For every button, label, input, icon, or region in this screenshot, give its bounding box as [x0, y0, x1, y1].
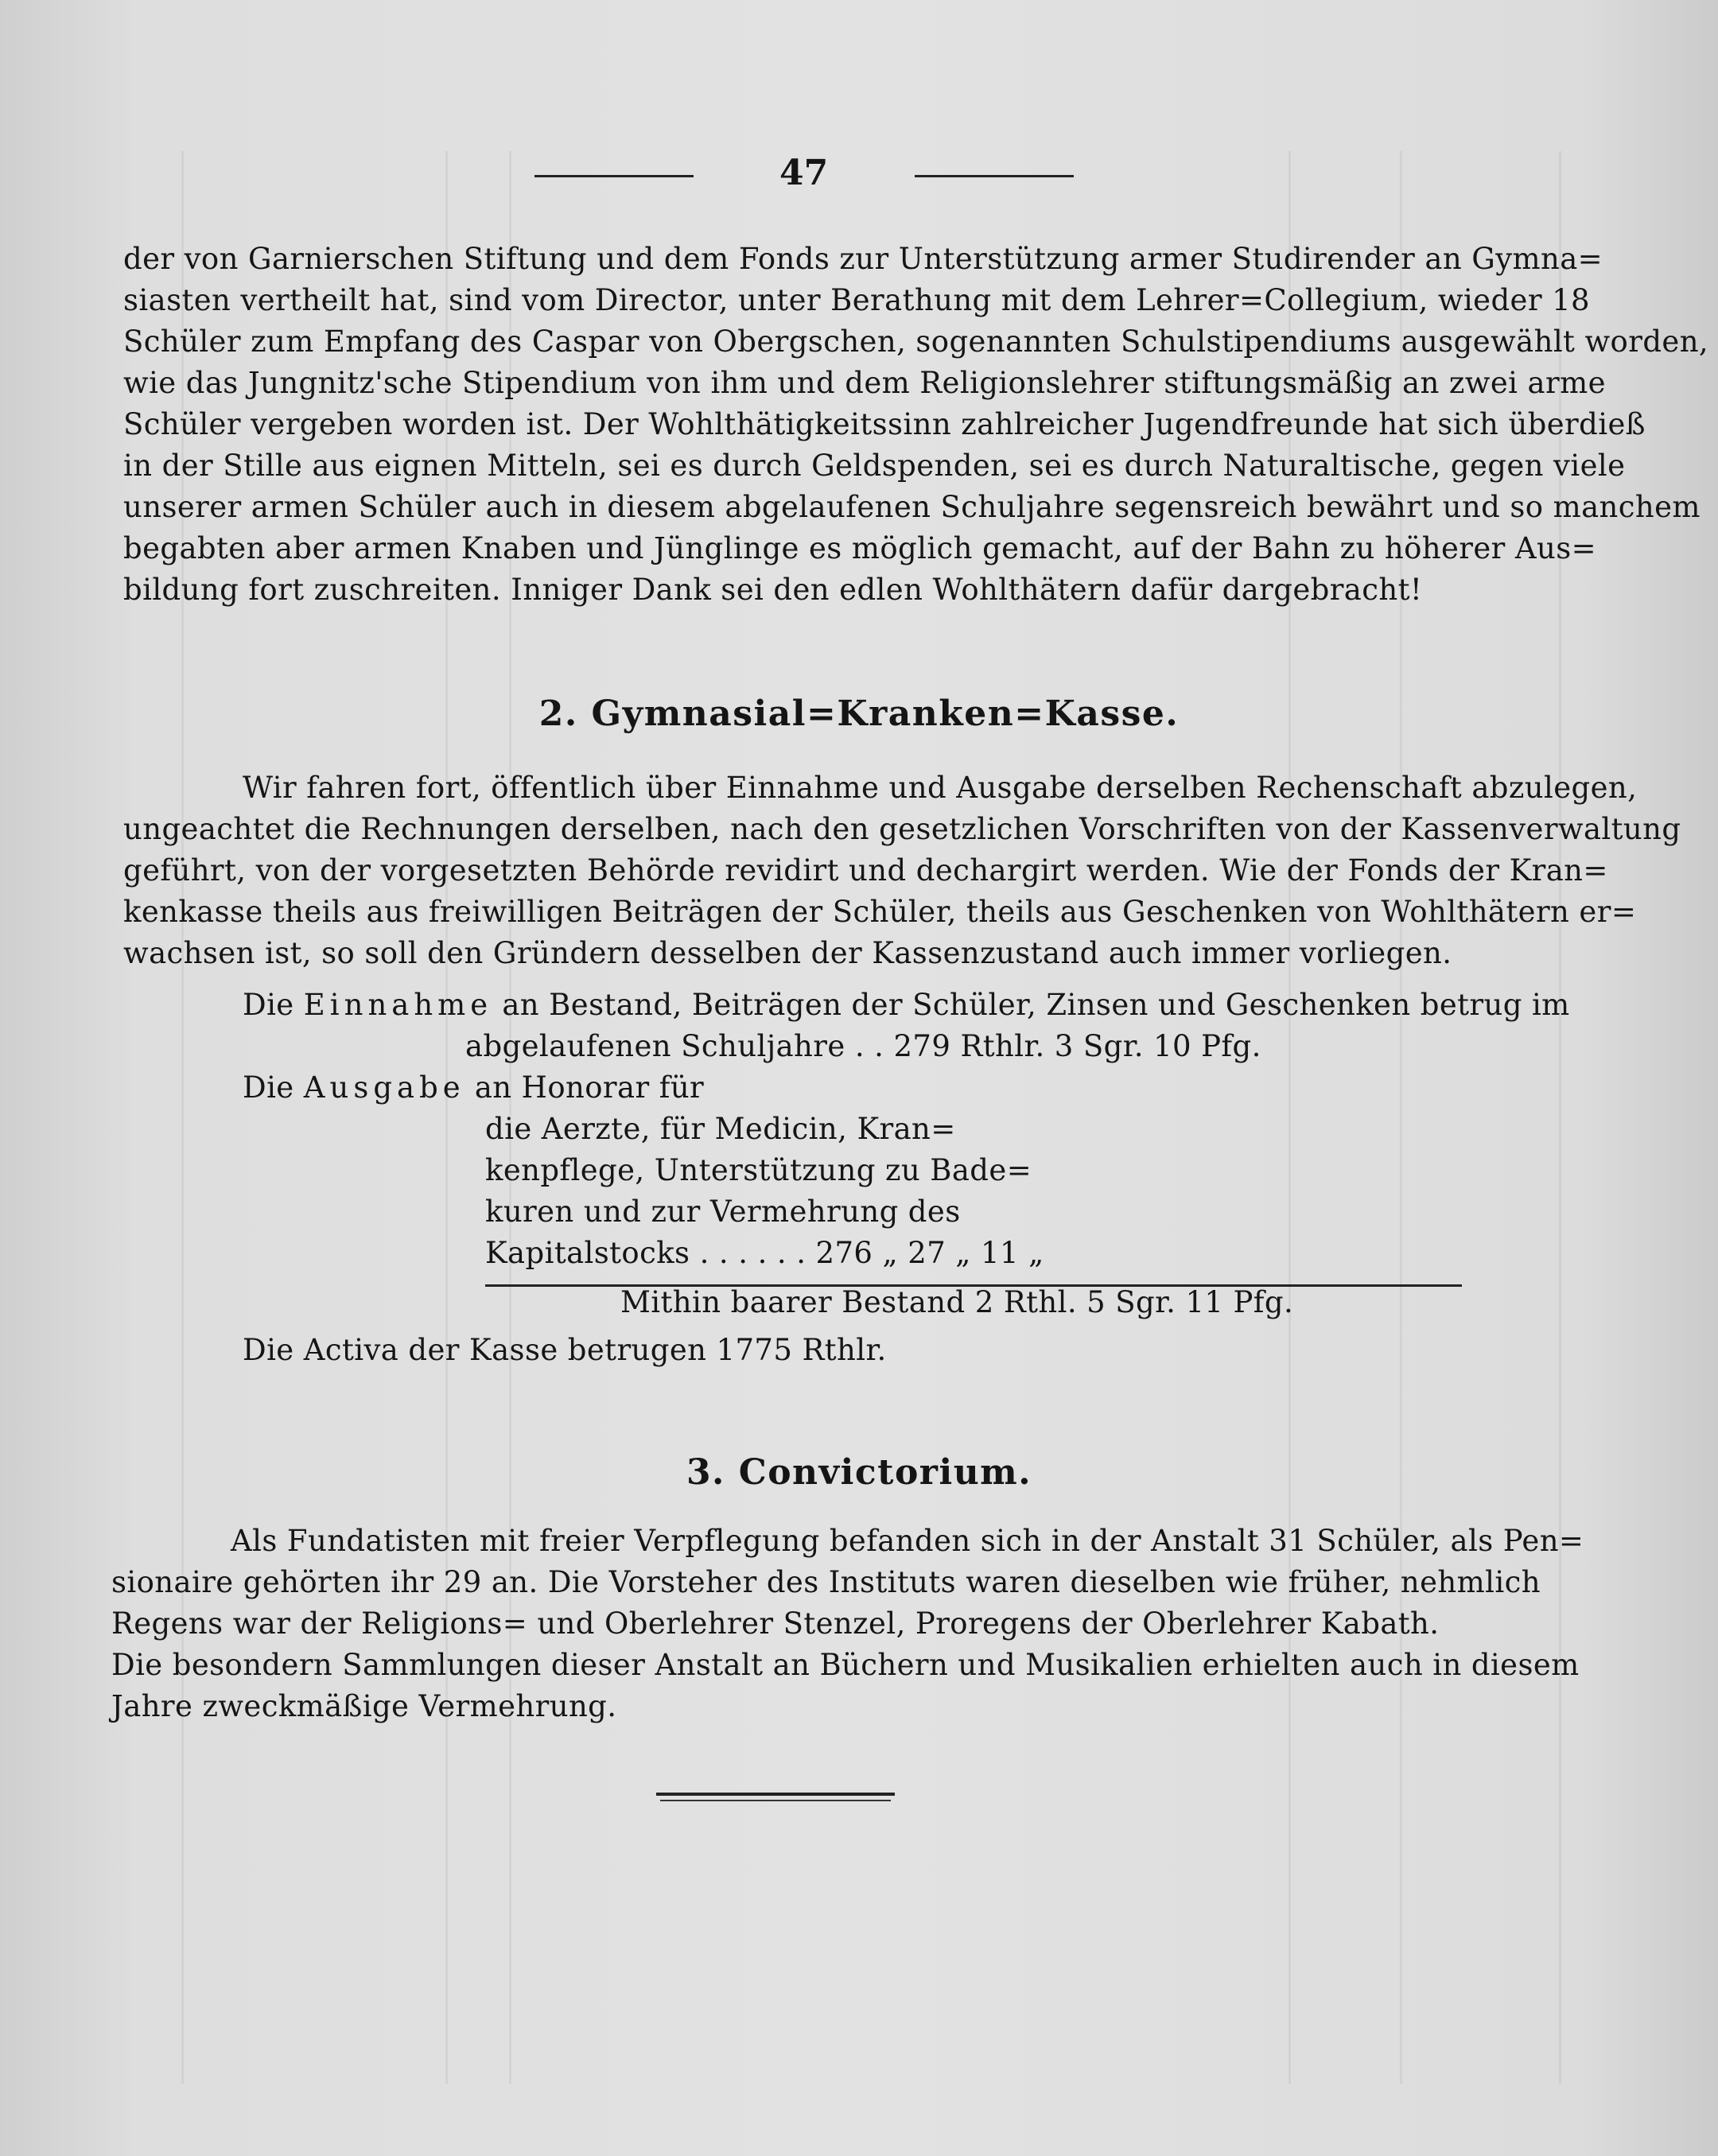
text-line: wie das Jungnitz'sche Stipendium von ihm und dem Religionslehrer stiftungsmäßig an zwei arme	[123, 366, 1606, 400]
section-heading-convictorium: 3. Convictorium.	[686, 1452, 1032, 1493]
text-line: siasten vertheilt hat, sind vom Director, unter Berathung mit dem Lehrer=Collegium, wieder 18	[123, 283, 1590, 317]
ausgabe-detail-line: die Aerzte, für Medicin, Kran=	[485, 1112, 956, 1146]
einnahme-rest: an Bestand, Beiträgen der Schüler, Zinsen und Geschenken betrug im	[502, 988, 1570, 1022]
ausgabe-word: Ausgabe	[303, 1070, 465, 1105]
text-line: begabten aber armen Knaben und Jünglinge es möglich gemacht, auf der Bahn zu höherer Aus=	[123, 531, 1597, 565]
text-line: ungeachtet die Rechnungen derselben, nach den gesetzlichen Vorschriften von der Kassenverwaltung	[123, 812, 1681, 846]
text-line: Regens war der Religions= und Oberlehrer Stenzel, Proregens der Oberlehrer Kabath.	[111, 1606, 1440, 1641]
krankenkasse-paragraph	[123, 767, 1681, 974]
text-line: kenkasse theils aus freiwilligen Beiträgen der Schüler, theils aus Geschenken von Wohlthätern er=	[123, 895, 1637, 929]
ausgabe-line	[243, 1070, 704, 1105]
text-line: Als Fundatisten mit freier Verpflegung befanden sich in der Anstalt 31 Schüler, als Pen=	[231, 1524, 1584, 1558]
ausgabe-detail-line: kuren und zur Vermehrung des	[485, 1195, 961, 1229]
page-header	[0, 153, 1718, 192]
text-line: Schüler vergeben worden ist. Der Wohlthätigkeitssinn zahlreicher Jugendfreunde hat sich überdieß	[123, 407, 1646, 441]
ausgabe-detail-line: kenpflege, Unterstützung zu Bade=	[485, 1153, 1032, 1187]
text-line: unserer armen Schüler auch in diesem abgelaufenen Schuljahre segensreich bewährt und so manchem	[123, 490, 1701, 524]
einnahme-line	[243, 988, 1570, 1022]
section-heading-krankenkasse: 2. Gymnasial=Kranken=Kasse.	[538, 693, 1180, 734]
balance-line: Mithin baarer Bestand 2 Rthl. 5 Sgr. 11 Pfg.	[620, 1285, 1294, 1319]
text-line: in der Stille aus eignen Mitteln, sei es durch Geldspenden, sei es durch Naturaltische, gegen viele	[123, 449, 1626, 483]
header-rule-left	[534, 175, 694, 177]
text-line: der von Garnierschen Stiftung und dem Fonds zur Unterstützung armer Studirender an Gymna=	[123, 242, 1603, 276]
ausgabe-total-line: Kapitalstocks . . . . . . 276 „ 27 „ 11 „	[485, 1236, 1044, 1270]
einnahme-lead: Die	[243, 988, 294, 1022]
einnahme-amount-line: abgelaufenen Schuljahre . . 279 Rthlr. 3 Sgr. 10 Pfg.	[465, 1029, 1261, 1063]
text-line: Wir fahren fort, öffentlich über Einnahme und Ausgabe derselben Rechenschaft abzulegen,	[243, 771, 1638, 805]
intro-paragraph	[123, 239, 1709, 611]
activa-line: Die Activa der Kasse betrugen 1775 Rthlr.	[243, 1333, 887, 1367]
ausgabe-lead: Die	[243, 1070, 294, 1105]
einnahme-word: Einnahme	[303, 988, 493, 1022]
closing-rule	[656, 1793, 895, 1796]
convictorium-paragraph	[111, 1521, 1584, 1727]
text-line: Die besondern Sammlungen dieser Anstalt an Büchern und Musikalien erhielten auch in diesem	[111, 1648, 1580, 1682]
ausgabe-rest: an Honorar für	[474, 1070, 705, 1105]
text-line: bildung fort zuschreiten. Inniger Dank sei den edlen Wohlthätern dafür dargebracht!	[123, 573, 1423, 607]
closing-rule-thin	[660, 1800, 891, 1801]
text-line: sionaire gehörten ihr 29 an. Die Vorsteher des Instituts waren dieselben wie früher, nehmlich	[111, 1565, 1541, 1599]
text-line: Schüler zum Empfang des Caspar von Obergschen, sogenannten Schulstipendiums ausgewählt worden,	[123, 324, 1709, 359]
text-line: Jahre zweckmäßige Vermehrung.	[111, 1689, 617, 1723]
text-line: wachsen ist, so soll den Gründern desselben der Kassenzustand auch immer vorliegen.	[123, 936, 1452, 970]
header-rule-right	[915, 175, 1074, 177]
page-number: 47	[779, 153, 829, 193]
text-line: geführt, von der vorgesetzten Behörde revidirt und dechargirt werden. Wie der Fonds der Kran=	[123, 853, 1608, 888]
